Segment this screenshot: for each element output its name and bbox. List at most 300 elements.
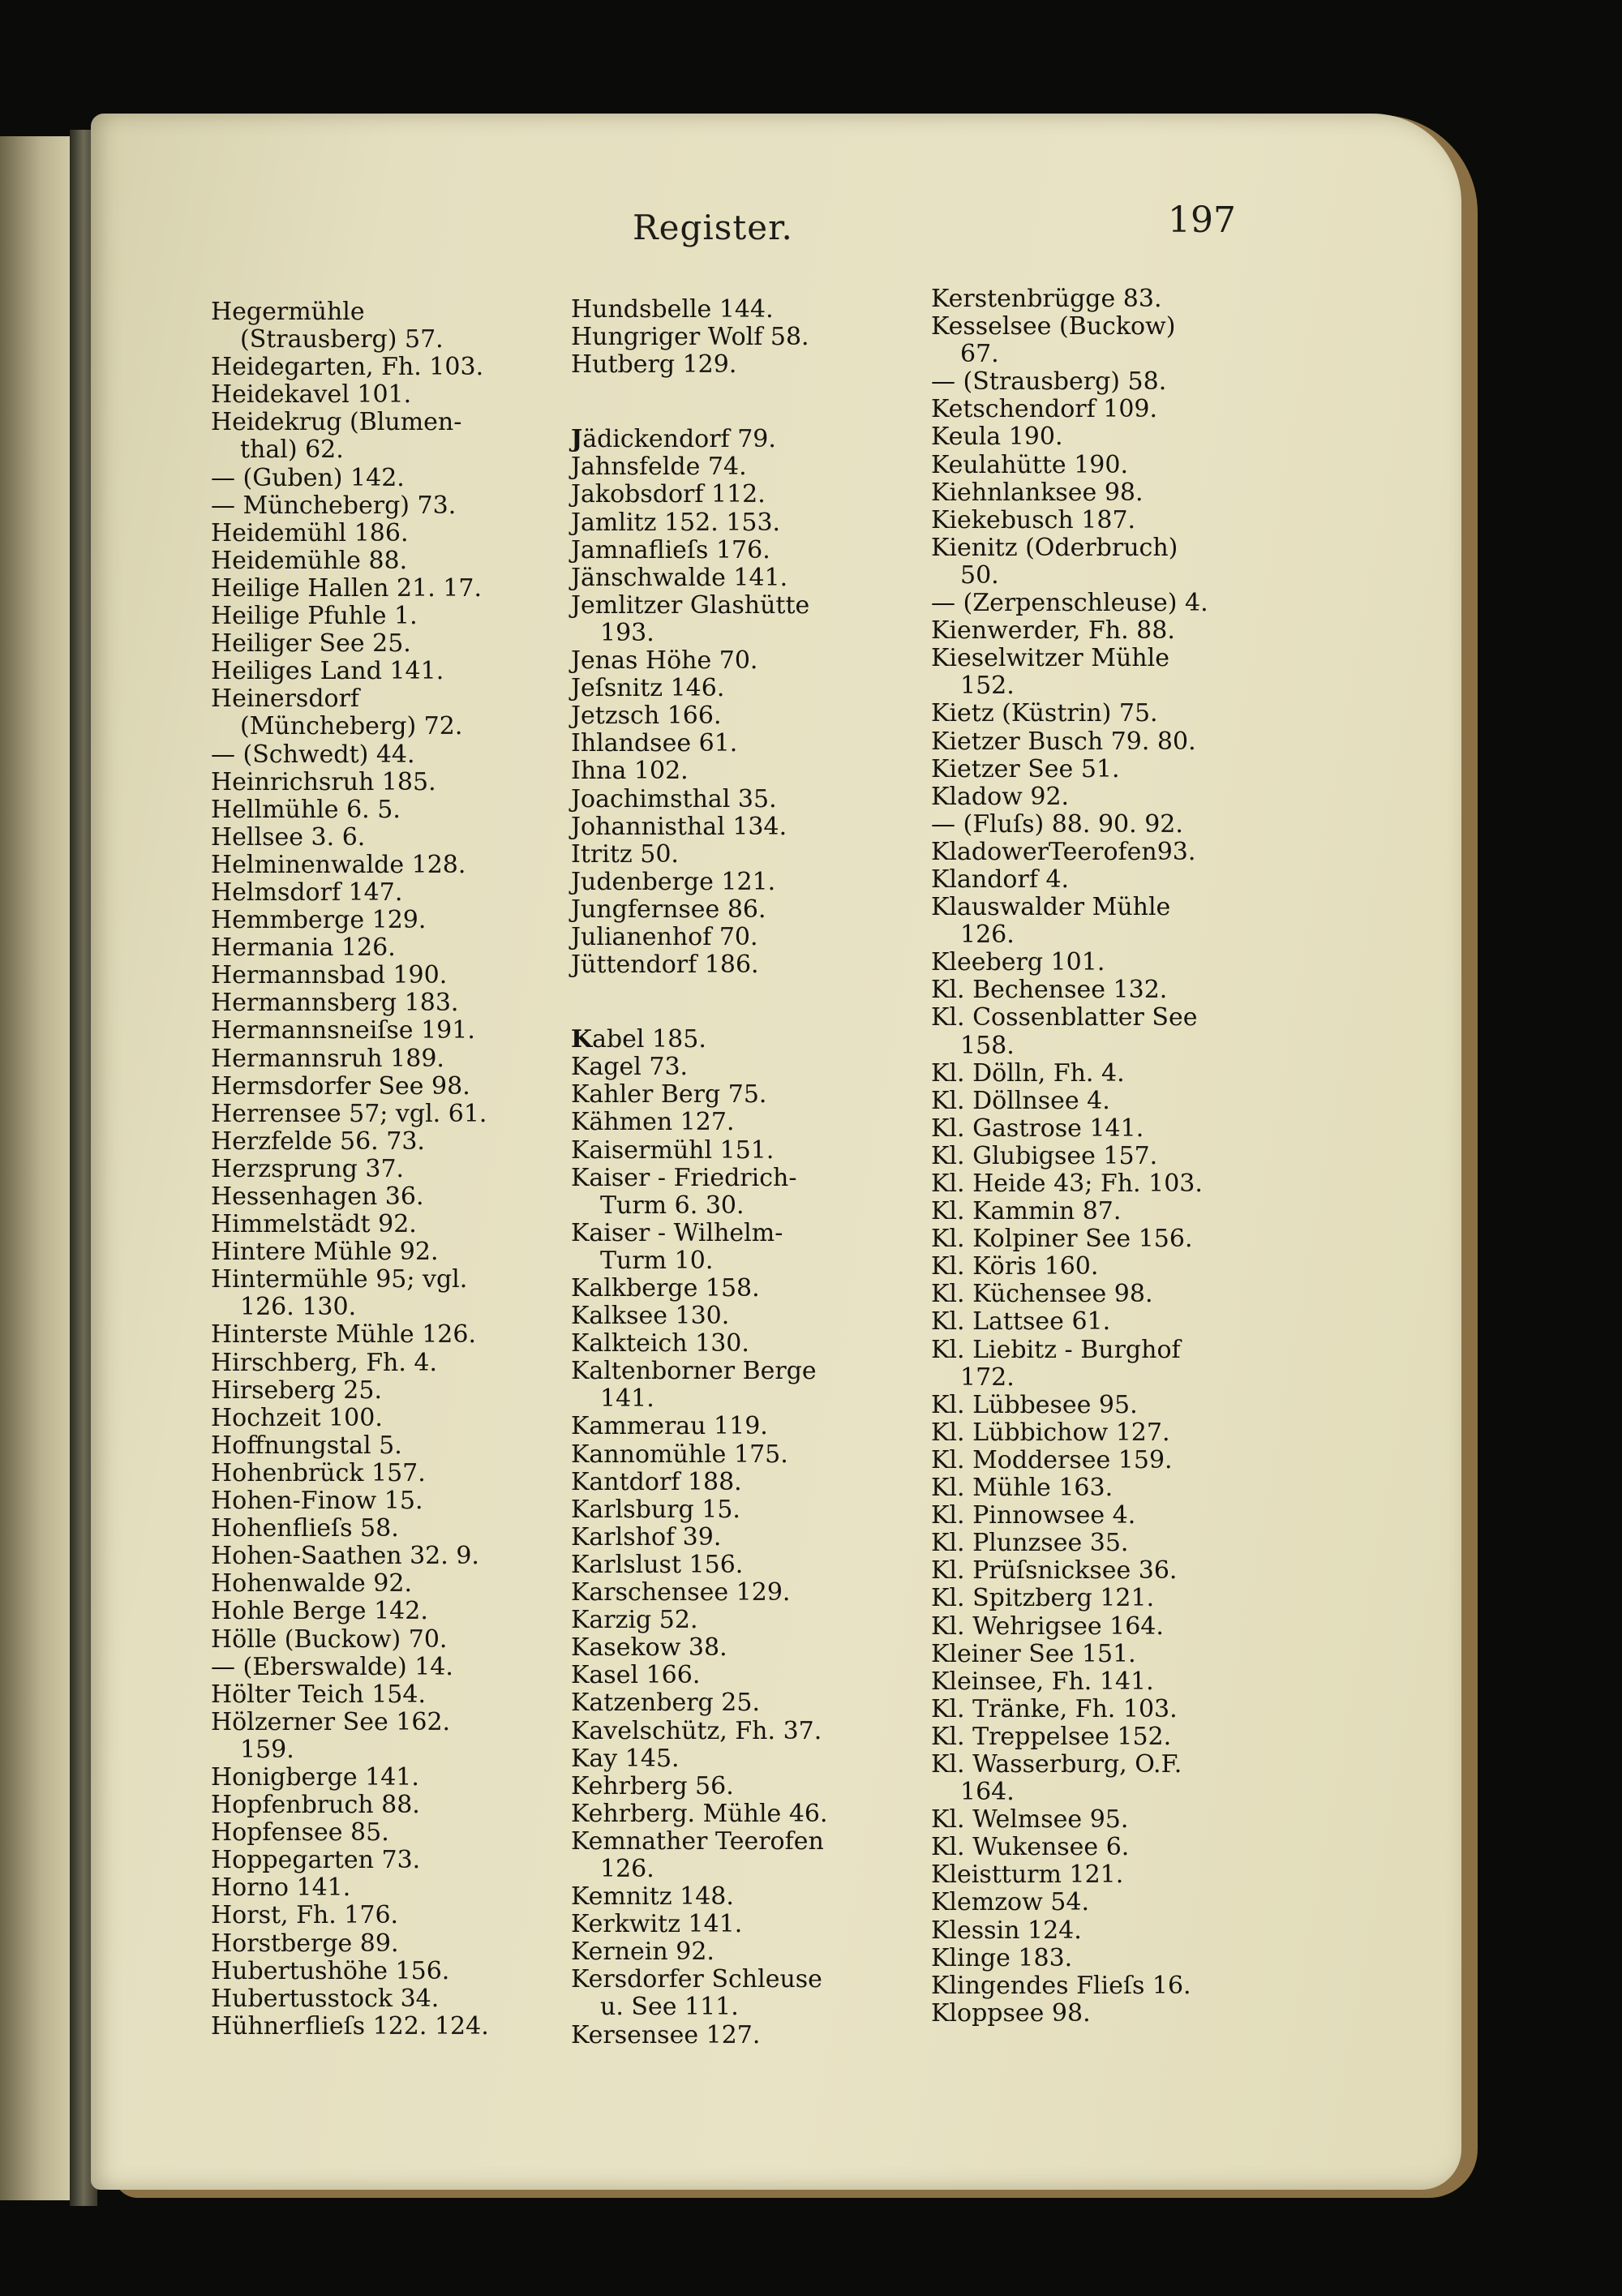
index-entry [211, 354, 551, 381]
index-entry [931, 479, 1288, 507]
index-entry [571, 1579, 920, 1607]
index-entry [571, 1689, 920, 1717]
index-entry [931, 617, 1288, 645]
index-entry-text: Heidemühl 186. [211, 518, 409, 547]
index-entry-continuation [211, 713, 551, 740]
index-entry-text: Kay 145. [571, 1744, 680, 1773]
index-entry [211, 1709, 551, 1736]
index-entry [931, 2000, 1288, 2028]
index-entry-text: Klauswalder Mühle [931, 893, 1171, 922]
index-entry [931, 590, 1288, 617]
index-entry-text: Hemmberge 129. [211, 906, 427, 935]
index-entry [571, 896, 920, 924]
index-entry-continuation [211, 326, 551, 354]
index-entry-text: Kl. Glubigsee 157. [931, 1141, 1158, 1170]
index-entry-text: — (Eberswalde) 14. [211, 1652, 453, 1681]
index-entry [931, 1917, 1288, 1945]
index-entry [571, 1883, 920, 1911]
index-entry [571, 1524, 920, 1551]
index-entry-continuation [571, 620, 920, 647]
index-entry-text: Karlslust 156. [571, 1550, 744, 1579]
index-entry-text: 193. [600, 618, 654, 647]
index-entry [571, 1966, 920, 1993]
index-entry [931, 1557, 1288, 1585]
index-entry-text: 164. [960, 1778, 1015, 1807]
index-entry [571, 647, 920, 675]
index-entry [211, 1515, 551, 1543]
index-entry [211, 1460, 551, 1487]
index-entry-text: Kl. Mühle 163. [931, 1474, 1114, 1503]
index-entry [571, 1911, 920, 1938]
index-entry-text: Jetzsch 166. [571, 702, 722, 731]
index-entry-continuation [931, 672, 1288, 700]
index-entry-text: Hoffnungstal 5. [211, 1431, 402, 1460]
index-entry [571, 1302, 920, 1330]
index-entry-text: Jungfernsee 86. [571, 895, 766, 924]
index-entry-text: Heidekrug (Blumen- [211, 408, 462, 437]
index-entry [571, 702, 920, 730]
index-entry [571, 537, 920, 564]
index-entry [211, 2013, 551, 2041]
index-entry-text: Hermania 126. [211, 933, 396, 963]
index-entry [211, 658, 551, 685]
index-entry-text: Kienitz (Oderbruch) [931, 533, 1178, 562]
index-entry-continuation [571, 1856, 920, 1883]
index-entry [571, 1551, 920, 1579]
index-entry-text: Kl. Moddersee 159. [931, 1445, 1173, 1474]
index-entry [211, 1238, 551, 1266]
index-entry [931, 1308, 1288, 1336]
index-entry [571, 841, 920, 869]
index-entry [931, 866, 1288, 894]
index-entry-text: Hellsee 3. 6. [211, 822, 366, 852]
index-entry [571, 1662, 920, 1689]
index-entry-text: Herzsprung 37. [211, 1154, 405, 1183]
index-entry-text: Helminenwalde 128. [211, 850, 466, 879]
index-entry [211, 1985, 551, 2013]
index-entry-text: Hermannsberg 183. [211, 989, 459, 1018]
index-entry [931, 1060, 1288, 1088]
index-entry [211, 298, 551, 326]
index-entry [211, 1626, 551, 1654]
index-entry-text: — (Strausberg) 58. [931, 367, 1167, 397]
index-entry [931, 313, 1288, 341]
index-entry [931, 645, 1288, 672]
index-entry-text: Himmelstädt 92. [211, 1210, 417, 1239]
index-entry [931, 396, 1288, 423]
index-entry [931, 1225, 1288, 1253]
index-entry-text: Kloppsee 98. [931, 1998, 1091, 2028]
index-entry [571, 481, 920, 509]
index-entry-text: Kl. Köris 160. [931, 1252, 1099, 1281]
index-entry [571, 2022, 920, 2049]
index-entry [571, 1137, 920, 1165]
index-entry-text: Kleiner See 151. [931, 1639, 1136, 1668]
index-entry [211, 465, 551, 492]
index-entry [211, 1432, 551, 1460]
index-entry-text: Kaltenborner Berge [571, 1357, 817, 1386]
index-entry-text: abel 185. [592, 1025, 706, 1054]
index-entry-text: Hutberg 129. [571, 350, 737, 380]
index-entry-text: ädickendorf 79. [582, 425, 776, 454]
index-entry [211, 769, 551, 796]
index-entry [931, 1668, 1288, 1696]
index-entry [931, 1585, 1288, 1612]
index-entry [211, 1847, 551, 1874]
index-entry-text: Kl. Welmsee 95. [931, 1805, 1129, 1835]
index-entry-text: Heidegarten, Fh. 103. [211, 353, 484, 382]
index-entry-text: Hegermühle [211, 298, 365, 326]
index-entry [211, 1681, 551, 1709]
index-entry-text: Kaiser - Wilhelm- [571, 1218, 783, 1247]
index-entry-text: Hölle (Buckow) 70. [211, 1624, 448, 1654]
index-entry-text: Kesselsee (Buckow) [931, 312, 1176, 341]
index-entry-text: Ihna 102. [571, 757, 689, 786]
index-entry-text: Kl. Pinnowsee 4. [931, 1501, 1136, 1530]
index-entry [931, 1945, 1288, 1972]
index-entry-text: 126. 130. [240, 1293, 357, 1322]
index-entry [931, 976, 1288, 1004]
index-entry [931, 700, 1288, 727]
index-entry-text: Herrensee 57; vgl. 61. [211, 1099, 487, 1128]
index-entry [211, 1930, 551, 1958]
index-entry [571, 1081, 920, 1109]
index-entry-text: Hermannsruh 189. [211, 1044, 444, 1073]
index-entry-continuation [571, 1385, 920, 1413]
index-entry-text: Heiliges Land 141. [211, 657, 444, 686]
index-entry-text: Kaisermühl 151. [571, 1135, 775, 1165]
index-entry [571, 1773, 920, 1800]
index-entry [571, 1938, 920, 1966]
index-entry-text: Hopfensee 85. [211, 1818, 389, 1848]
index-entry [571, 1026, 920, 1054]
index-entry [571, 1054, 920, 1081]
index-entry [571, 1634, 920, 1662]
index-entry [571, 1496, 920, 1524]
index-entry [931, 423, 1288, 451]
index-entry [211, 547, 551, 575]
index-entry [211, 630, 551, 658]
index-entry [931, 1170, 1288, 1198]
index-entry [931, 1004, 1288, 1032]
index-entry [211, 603, 551, 630]
index-entry-text: Kehrberg 56. [571, 1771, 734, 1800]
index-entry-text: Kl. Wehrigsee 164. [931, 1611, 1164, 1641]
index-entry-text: Kietz (Küstrin) 75. [931, 699, 1158, 728]
index-entry [931, 1419, 1288, 1447]
index-entry-text: Kannomühle 175. [571, 1440, 788, 1469]
index-entry [571, 1469, 920, 1496]
index-entry-text: — (Schwedt) 44. [211, 740, 415, 769]
index-entry-text: Heidekavel 101. [211, 380, 412, 410]
index-entry-text: Hoppegarten 73. [211, 1846, 421, 1875]
index-entry-text: Jemlitzer Glashütte [571, 590, 810, 620]
index-entry-text: Klinge 183. [931, 1943, 1073, 1972]
index-entry [931, 1613, 1288, 1641]
index-entry [571, 1413, 920, 1440]
index-entry-text: Kietzer See 51. [931, 754, 1120, 783]
index-entry [931, 1723, 1288, 1751]
index-entry-text: Kleinsee, Fh. 141. [931, 1667, 1154, 1696]
index-entry-text: 172. [960, 1363, 1015, 1392]
index-entry-continuation [211, 436, 551, 464]
index-entry-text: Kalkteich 130. [571, 1329, 749, 1358]
index-entry [931, 1143, 1288, 1170]
index-entry [211, 1266, 551, 1294]
index-entry-text: Karzig 52. [571, 1606, 698, 1635]
index-entry [211, 1654, 551, 1681]
index-entry-text: Kl. Treppelsee 152. [931, 1722, 1172, 1751]
index-entry [931, 452, 1288, 479]
index-entry [211, 492, 551, 520]
index-entry-text: 159. [240, 1735, 294, 1764]
index-entry-text: Klemzow 54. [931, 1888, 1089, 1917]
index-entry-text: Kleistturm 121. [931, 1860, 1124, 1890]
index-entry-text: Hohenbrück 157. [211, 1458, 426, 1487]
index-entry-text: Kl. Tränke, Fh. 103. [931, 1694, 1178, 1723]
index-entry-text: Heidemühle 88. [211, 546, 408, 575]
index-entry [571, 1745, 920, 1773]
index-entry [931, 949, 1288, 976]
section-initial: K [571, 1025, 593, 1054]
index-entry [931, 1530, 1288, 1557]
index-entry-text: Kladow 92. [931, 782, 1070, 811]
index-entry-text: — (Zerpenschleuse) 4. [931, 589, 1208, 618]
index-column-1 [211, 298, 551, 2041]
index-entry [211, 1350, 551, 1377]
index-entry [931, 756, 1288, 783]
index-entry-text: Kalksee 130. [571, 1302, 730, 1331]
index-entry-text: Kasel 166. [571, 1661, 701, 1690]
index-entry [931, 839, 1288, 866]
index-entry-text: Kernein 92. [571, 1938, 714, 1967]
index-entry-text: Kersensee 127. [571, 2020, 761, 2049]
index-entry [931, 728, 1288, 756]
index-entry-text: Hohenflieſs 58. [211, 1514, 399, 1543]
index-entry-text: Kemnitz 148. [571, 1882, 734, 1912]
index-entry-text: Hundsbelle 144. [571, 295, 774, 324]
index-entry-text: Hohen-Finow 15. [211, 1487, 423, 1516]
index-entry [571, 1607, 920, 1634]
index-entry-text: Kl. Spitzberg 121. [931, 1584, 1155, 1613]
index-entry-text: Kl. Lübbichow 127. [931, 1418, 1170, 1447]
index-entry [931, 1972, 1288, 2000]
index-entry-text: Hessenhagen 36. [211, 1182, 424, 1211]
index-entry-text: Kl. Bechensee 132. [931, 976, 1168, 1005]
index-entry-text: Hohen-Saathen 32. 9. [211, 1542, 479, 1571]
index-entry-text: (Strausberg) 57. [240, 325, 444, 354]
index-entry [571, 1358, 920, 1385]
index-entry [931, 1281, 1288, 1308]
index-entry-text: Kienwerder, Fh. 88. [931, 616, 1175, 646]
index-entry-text: Horstberge 89. [211, 1929, 399, 1958]
index-entry-text: 152. [960, 672, 1015, 701]
index-entry [571, 730, 920, 757]
index-entry-text: Hohle Berge 142. [211, 1597, 428, 1626]
index-entry [211, 934, 551, 962]
index-column-3 [931, 285, 1288, 2028]
index-entry-text: Jamlitz 152. 153. [571, 508, 781, 537]
index-entry-text: Hölter Teich 154. [211, 1680, 426, 1709]
index-entry [931, 811, 1288, 839]
index-entry-text: Klessin 124. [931, 1916, 1082, 1945]
index-entry [931, 1447, 1288, 1474]
index-entry-text: 67. [960, 340, 999, 369]
index-entry [931, 1253, 1288, 1281]
index-entry-text: Kieselwitzer Mühle [931, 644, 1169, 673]
index-entry [211, 741, 551, 769]
index-entry [211, 1405, 551, 1432]
index-entry [211, 1958, 551, 1985]
index-entry-text: Heiliger See 25. [211, 629, 411, 659]
index-entry-text: Hopfenbruch 88. [211, 1791, 420, 1820]
index-entry [931, 1806, 1288, 1834]
index-entry-text: Kl. Lattsee 61. [931, 1307, 1111, 1337]
index-entry [211, 1321, 551, 1349]
index-entry [931, 1834, 1288, 1861]
index-entry-text: (Müncheberg) 72. [240, 712, 463, 741]
index-entry [931, 507, 1288, 534]
index-entry-text: Hubertushöhe 156. [211, 1956, 450, 1985]
index-entry [931, 1392, 1288, 1419]
index-entry-text: — (Fluſs) 88. 90. 92. [931, 809, 1183, 839]
index-entry-continuation [931, 1364, 1288, 1392]
index-entry [931, 1115, 1288, 1143]
index-entry [931, 1088, 1288, 1115]
index-entry [211, 879, 551, 907]
index-entry [211, 1902, 551, 1929]
index-entry [931, 1337, 1288, 1364]
index-entry [571, 1828, 920, 1856]
index-entry-text: Kleeberg 101. [931, 948, 1105, 977]
index-entry-text: Kl. Gastrose 141. [931, 1114, 1144, 1143]
index-entry [931, 1198, 1288, 1225]
index-entry [211, 1156, 551, 1183]
index-entry-text: Kl. Wukensee 6. [931, 1833, 1130, 1862]
index-entry [571, 924, 920, 951]
index-entry [211, 1874, 551, 1902]
index-entry-text: Kammerau 119. [571, 1412, 768, 1441]
index-entry-continuation [931, 341, 1288, 368]
index-entry [931, 1474, 1288, 1502]
section-gap [571, 379, 920, 426]
index-entry-text: Jeſsnitz 146. [571, 674, 725, 703]
index-entry-text: — (Guben) 142. [211, 463, 405, 492]
index-entry-text: — Müncheberg) 73. [211, 491, 457, 520]
index-entry [211, 824, 551, 852]
index-entry-text: Jänschwalde 141. [571, 563, 788, 592]
index-entry [931, 285, 1288, 313]
index-entry-text: Heilige Pfuhle 1. [211, 602, 418, 631]
index-entry-text: Kavelschütz, Fh. 37. [571, 1716, 822, 1745]
index-entry-text: Kl. Prüſsnicksee 36. [931, 1556, 1178, 1586]
index-entry-text: 126. [960, 921, 1015, 950]
index-entry [211, 1073, 551, 1101]
index-entry-text: Honigberge 141. [211, 1762, 419, 1792]
index-entry [211, 409, 551, 436]
index-entry-text: Hellmühle 6. 5. [211, 795, 401, 824]
index-entry [571, 1441, 920, 1469]
index-entry [571, 786, 920, 813]
index-entry-text: Kietzer Busch 79. 80. [931, 727, 1196, 756]
index-entry [211, 1045, 551, 1073]
index-entry-text: Herzfelde 56. 73. [211, 1127, 425, 1156]
index-entry-text: Kalkberge 158. [571, 1274, 760, 1302]
index-entry-text: Hermannsbad 190. [211, 961, 448, 990]
index-entry-text: u. See 111. [600, 1993, 739, 2022]
index-entry [571, 813, 920, 841]
index-entry-text: Kiehnlanksee 98. [931, 478, 1144, 507]
index-entry-text: Helmsdorf 147. [211, 878, 403, 907]
index-entry-text: Kl. Liebitz - Burghof [931, 1335, 1181, 1364]
index-entry [571, 1275, 920, 1302]
section-initial: J [571, 425, 583, 454]
index-entry-text: Johannisthal 134. [571, 812, 787, 841]
index-entry-text: Hochzeit 100. [211, 1403, 383, 1432]
index-entry-text: Kl. Kolpiner See 156. [931, 1225, 1193, 1254]
index-entry [211, 1764, 551, 1792]
index-entry-continuation [931, 1779, 1288, 1806]
index-entry [211, 381, 551, 409]
index-entry-continuation [571, 1247, 920, 1275]
index-entry-continuation [931, 562, 1288, 590]
index-entry-text: Kahler Berg 75. [571, 1080, 767, 1109]
index-entry-text: Kersdorfer Schleuse [571, 1965, 822, 1994]
index-entry-text: Turm 6. 30. [600, 1191, 744, 1220]
index-entry-continuation [931, 1032, 1288, 1060]
index-entry-text: Kiekebusch 187. [931, 505, 1136, 534]
index-entry [571, 1109, 920, 1136]
index-entry [571, 1800, 920, 1828]
index-entry-text: Klingendes Flieſs 16. [931, 1971, 1191, 2000]
index-entry-text: Jüttendorf 186. [571, 951, 759, 980]
page-title: Register. [633, 208, 793, 247]
index-entry-text: Heilige Hallen 21. 17. [211, 573, 482, 603]
index-entry-text: Kerstenbrügge 83. [931, 285, 1162, 313]
index-entry [211, 575, 551, 603]
index-entry [931, 894, 1288, 921]
index-entry-text: Karlsburg 15. [571, 1495, 740, 1524]
index-entry-text: 141. [600, 1384, 654, 1414]
index-entry-text: Horno 141. [211, 1873, 351, 1903]
index-entry-text: Joachimsthal 35. [571, 784, 777, 813]
index-entry-text: 126. [600, 1854, 654, 1883]
index-entry-text: Hubertusstock 34. [211, 1984, 440, 2013]
index-entry [931, 1696, 1288, 1723]
index-entry [571, 426, 920, 453]
index-entry [571, 1220, 920, 1247]
page-number: 197 [1168, 200, 1236, 241]
index-entry-text: Hintermühle 95; vgl. [211, 1265, 468, 1294]
index-entry-text: Kl. Cossenblatter See [931, 1003, 1198, 1032]
index-entry-text: Kähmen 127. [571, 1108, 735, 1137]
index-entry-text: Kagel 73. [571, 1053, 689, 1082]
index-entry-text: Kl. Kammin 87. [931, 1197, 1122, 1226]
index-entry-continuation [211, 1294, 551, 1321]
index-entry-text: Hühnerflieſs 122. 124. [211, 2011, 489, 2041]
index-entry [571, 453, 920, 481]
index-entry [211, 1017, 551, 1045]
index-entry [571, 675, 920, 702]
index-entry-text: 158. [960, 1031, 1015, 1060]
index-entry [931, 368, 1288, 396]
index-entry [211, 520, 551, 547]
index-entry-text: Karschensee 129. [571, 1578, 791, 1607]
index-entry-continuation [931, 921, 1288, 949]
index-entry [571, 324, 920, 351]
index-entry [571, 1718, 920, 1745]
index-entry [571, 1330, 920, 1358]
